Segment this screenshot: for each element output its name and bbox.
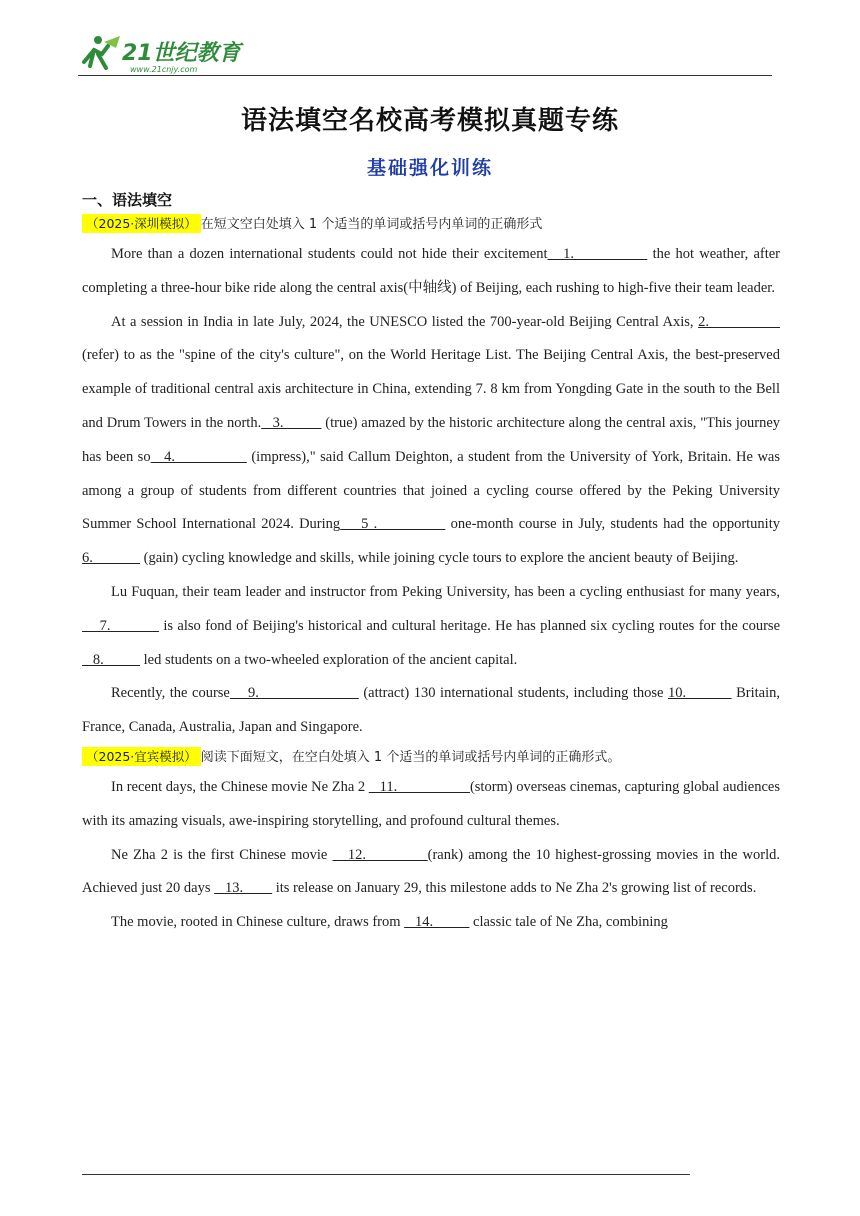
blank-14[interactable]: 14. bbox=[404, 914, 470, 931]
page-title: 语法填空名校高考模拟真题专练 bbox=[240, 106, 619, 136]
runner-logo-icon bbox=[84, 36, 120, 68]
text: (storm) overseas cinemas, capturing global audiences with its amazing visuals, awe-inspiring storytelling, and profound cultural themes. bbox=[82, 778, 781, 829]
text: (rank) among the 10 highest-grossing movies in the world. Achieved just 20 days bbox=[82, 846, 781, 897]
text: one-month course in July, students had the opportunity bbox=[445, 516, 780, 533]
exercise-content bbox=[82, 188, 780, 940]
text: classic tale of Ne Zha, combining bbox=[469, 914, 668, 931]
text: (true) amazed by the historic architecture along the central axis, "This journey has been so bbox=[82, 414, 781, 465]
text: led students on a two-wheeled exploration of the ancient capital. bbox=[140, 651, 518, 668]
paragraph bbox=[82, 238, 780, 306]
header-rule bbox=[78, 75, 772, 76]
blank-6[interactable]: 6. bbox=[82, 550, 140, 567]
page-subtitle: 基础强化训练 bbox=[366, 157, 493, 179]
instruction-text: 阅读下面短文，在空白处填入 1 个适当的单词或括号内单词的正确形式。 bbox=[200, 749, 621, 765]
text: (impress)," said Callum Deighton, a student from the University of York, Britain. He was among a group of students from different countries that joined a cycling course offered by the Peking University Summer School International 2024. During bbox=[82, 448, 781, 533]
blank-12[interactable]: 12. bbox=[332, 846, 428, 863]
text: its release on January 29, this milestone adds to Ne Zha 2's growing list of records. bbox=[272, 880, 757, 897]
text: Recently, the course bbox=[111, 685, 230, 702]
text: At a session in India in late July, 2024, the UNESCO listed the 700-year-old Beijing Central Axis, bbox=[111, 313, 699, 330]
instruction-text: 在短文空白处填入 1 个适当的单词或括号内单词的正确形式 bbox=[200, 217, 543, 232]
page-header bbox=[78, 32, 772, 78]
text: Ne Zha 2 is the first Chinese movie bbox=[111, 846, 333, 863]
text: (attract) 130 international students, including those bbox=[358, 685, 669, 702]
paragraph bbox=[82, 677, 780, 745]
text: Britain, France, Canada, Australia, Japan and Singapore. bbox=[82, 685, 780, 736]
logo-text: 21世纪教育 bbox=[122, 41, 241, 66]
blank-2[interactable]: 2. bbox=[698, 313, 781, 330]
paragraph bbox=[82, 839, 780, 907]
text: Lu Fuquan, their team leader and instructor from Peking University, has been a cycling enthusiast for many years, bbox=[111, 583, 780, 600]
text: The movie, rooted in Chinese culture, draws from bbox=[111, 914, 405, 931]
blank-5[interactable]: 5 . bbox=[340, 516, 446, 533]
source-tag: （2025·深圳模拟） bbox=[82, 214, 201, 233]
text: (refer) to as the "spine of the city's culture", on the World Heritage List. The Beijing Central Axis, the best-preserved example of traditional central axis architecture in China, extending 7. 8 km from Yongding Gate in the south to the Bell and Drum Towers in the north. bbox=[82, 347, 780, 431]
section-heading: 一、语法填空 bbox=[82, 191, 173, 209]
source-tag: （2025·宜宾模拟） bbox=[82, 747, 201, 766]
blank-1[interactable]: 1. bbox=[547, 246, 648, 262]
blank-4[interactable]: 4. bbox=[150, 448, 247, 465]
paragraph bbox=[82, 906, 780, 940]
blank-7[interactable]: 7. bbox=[82, 617, 159, 634]
blank-13[interactable]: 13. bbox=[214, 880, 273, 897]
text: (gain) cycling knowledge and skills, while joining cycle tours to explore the ancient beauty of Beijing. bbox=[140, 550, 739, 567]
blank-9[interactable]: 9. bbox=[229, 685, 359, 702]
blank-8[interactable]: 8. bbox=[82, 651, 140, 668]
passage1-instruction bbox=[82, 212, 780, 238]
paragraph bbox=[82, 576, 780, 677]
text: In recent days, the Chinese movie Ne Zha 2 bbox=[111, 778, 369, 795]
blank-10[interactable]: 10. bbox=[668, 685, 732, 702]
logo-url: www.21cnjy.com bbox=[130, 65, 198, 74]
blank-3[interactable]: 3. bbox=[261, 414, 322, 431]
logo bbox=[78, 32, 248, 78]
text: is also fond of Beijing's historical and cultural heritage. He has planned six cycling routes for the course bbox=[158, 617, 780, 634]
paragraph bbox=[82, 771, 780, 839]
text: More than a dozen international students could not hide their excitement bbox=[111, 246, 548, 262]
text: the hot weather, after completing a three-hour bike ride along the central axis(中轴线) of Beijing, each rushing to high-five their team leader. bbox=[82, 246, 780, 296]
passage2-instruction bbox=[82, 745, 780, 771]
blank-11[interactable]: 11. bbox=[368, 778, 470, 795]
footer-rule bbox=[82, 1174, 690, 1175]
paragraph bbox=[82, 306, 780, 576]
